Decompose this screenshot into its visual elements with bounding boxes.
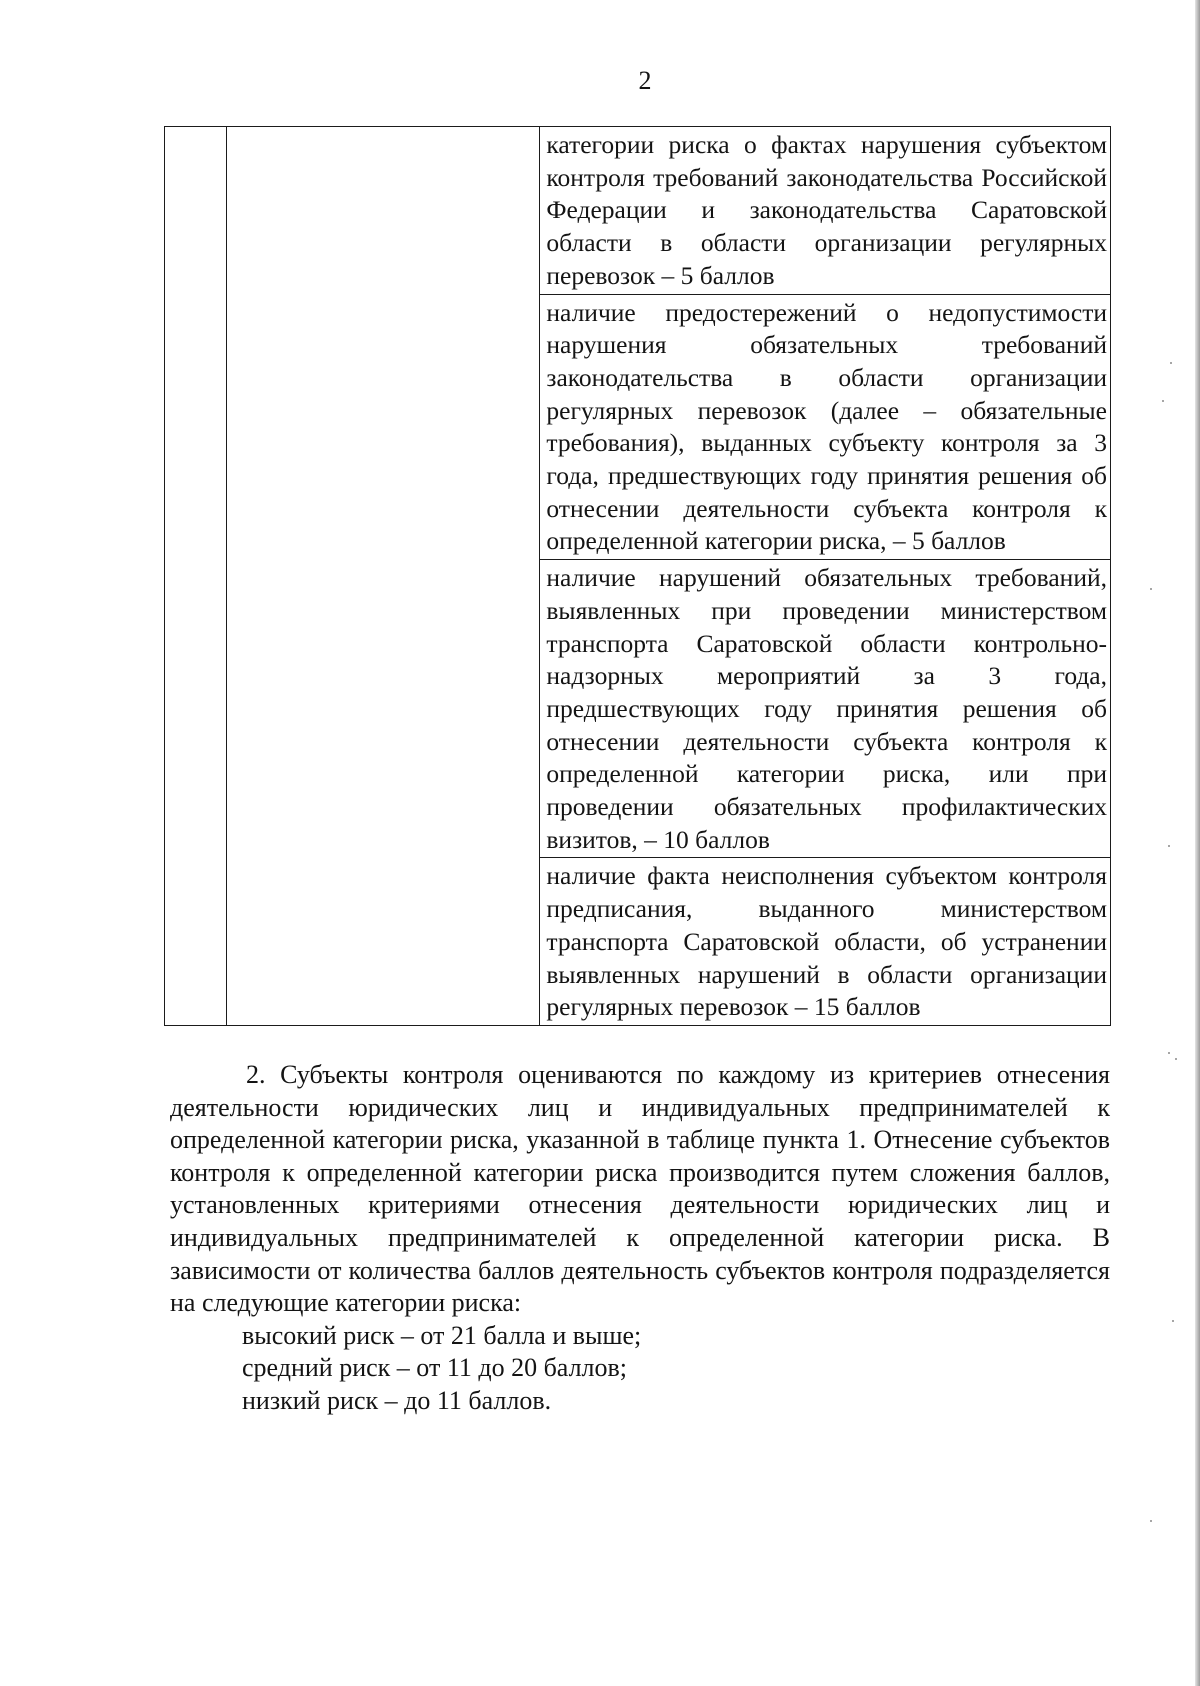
paragraph-2: 2. Субъекты контроля оцениваются по каждому из критериев отнесения деятельности юридических лиц и индивидуальных предпринимателей к определенной категории риска, указанной в таблице пункта 1. Отнесение субъектов контроля к определенной категории риска производится путем сложения баллов, установленных критериями отнесения деятельности юридических лиц и индивидуальных предпринимателей к определенной категории риска. В зависимости от количества баллов деятельность субъектов контроля подразделяется на следующие категории риска: [170, 1060, 1110, 1318]
scan-speck [1168, 1052, 1170, 1054]
risk-level-medium: средний риск – от 11 до 20 баллов; [242, 1353, 628, 1383]
scan-speck [1172, 1320, 1174, 1322]
scan-speck [1162, 400, 1164, 402]
criteria-table [164, 126, 1111, 1026]
scan-speck [1150, 588, 1152, 590]
page-number: 2 [638, 66, 652, 95]
name-column-cell [227, 127, 540, 1026]
table-row [165, 127, 1111, 295]
criterion-cell: наличие факта неисполнения субъектом контроля предписания, выданного министерством транспорта Саратовской области, об устранении выявленных нарушений в области организации регулярных перевозок – 15 баллов [540, 858, 1111, 1026]
body-text [170, 1059, 1110, 1418]
number-column-cell [165, 127, 227, 1026]
scan-speck [1150, 1520, 1152, 1522]
risk-level-list [170, 1320, 1110, 1418]
criterion-cell: категории риска о фактах нарушения субъектом контроля требований законодательства Российской Федерации и законодательства Саратовской области в области организации регулярных перевозок – 5 баллов [540, 127, 1111, 295]
scan-speck [1175, 1058, 1177, 1060]
scan-speck [1168, 845, 1170, 847]
risk-level-high: высокий риск – от 21 балла и выше; [242, 1320, 642, 1350]
scan-speck [1170, 362, 1172, 364]
criterion-cell: наличие нарушений обязательных требований, выявленных при проведении министерством транспорта Саратовской области контрольно-надзорных мероприятий за 3 года, предшествующих году принятия решения об отнесении деятельности субъекта контроля к определенной категории риска, или при проведении обязательных профилактических визитов, – 10 баллов [540, 560, 1111, 858]
criterion-cell: наличие предостережений о недопустимости нарушения обязательных требований законодательства в области организации регулярных перевозок (далее – обязательные требования), выданных субъекту контроля за 3 года, предшествующих году принятия решения об отнесении деятельности субъекта контроля к определенной категории риска, – 5 баллов [540, 294, 1111, 560]
risk-level-low: низкий риск – до 11 баллов. [242, 1385, 552, 1415]
scan-edge [1195, 0, 1200, 1686]
